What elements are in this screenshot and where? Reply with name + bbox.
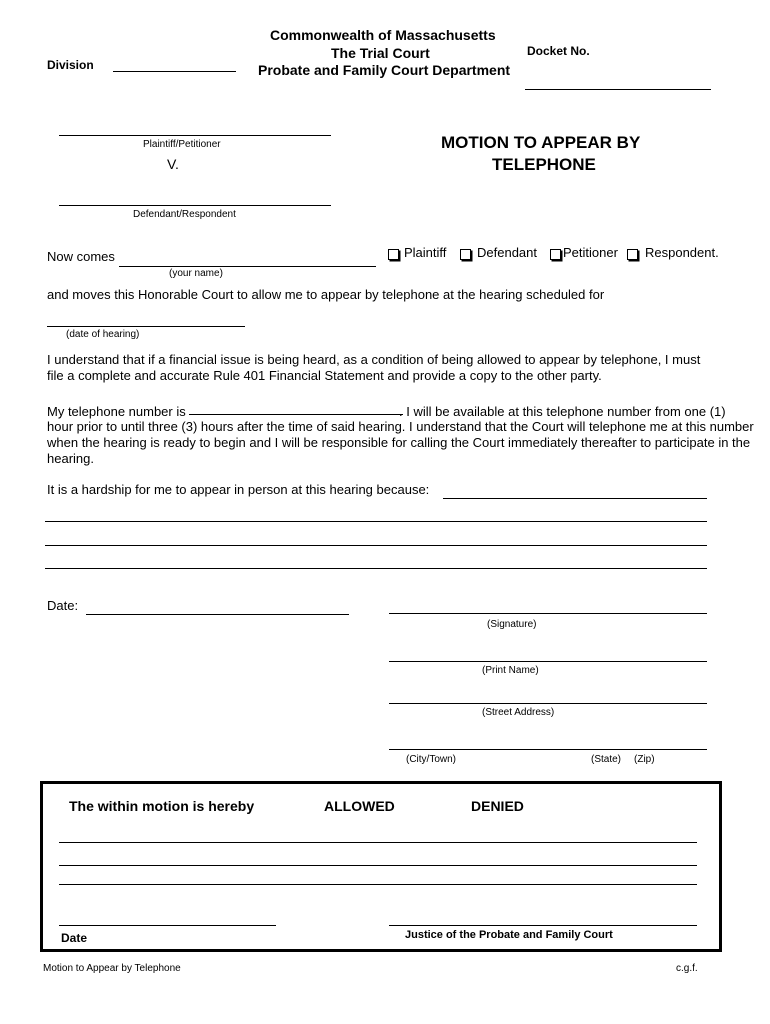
phone-paragraph <box>47 419 754 467</box>
docket-label: Docket No. <box>527 44 590 58</box>
date-field[interactable] <box>86 614 349 615</box>
print-name-hint: (Print Name) <box>482 665 539 676</box>
order-field-3[interactable] <box>59 884 697 885</box>
justice-signature-field[interactable] <box>389 925 697 926</box>
state-hint: (State) <box>591 754 622 765</box>
division-label: Division <box>47 58 94 72</box>
hardship-text: It is a hardship for me to appear in person at this hearing because: <box>47 482 430 497</box>
phone-suffix: . I will be available at this telephone number from one (1) <box>399 404 726 419</box>
respondent-checkbox[interactable] <box>627 249 638 260</box>
petitioner-option-label: Petitioner <box>563 245 618 260</box>
defendant-checkbox[interactable] <box>460 249 471 260</box>
phone-prefix: My telephone number is <box>47 404 186 419</box>
plaintiff-checkbox[interactable] <box>388 249 399 260</box>
docket-field[interactable] <box>525 89 711 90</box>
financial-line-1: I understand that if a financial issue is being heard, as a condition of being allowed to appear by telephone, I must <box>47 352 701 367</box>
defendant-label: Defendant/Respondent <box>133 209 236 220</box>
header-line1: Commonwealth of Massachusetts <box>270 27 496 43</box>
hardship-field-2[interactable] <box>45 521 707 522</box>
phone-line-2: hour prior to until three (3) hours after the time of said hearing. I understand that the Court will telephone me at this number <box>47 419 754 434</box>
header-line3: Probate and Family Court Department <box>258 62 511 78</box>
your-name-field[interactable] <box>119 266 376 267</box>
footer-initials: c.g.f. <box>676 963 698 974</box>
order-date-label: Date <box>61 931 88 945</box>
date-of-hearing-hint: (date of hearing) <box>66 329 140 340</box>
justice-label: Justice of the Probate and Family Court <box>405 929 613 941</box>
financial-paragraph <box>47 352 700 384</box>
respondent-option-label: Respondent. <box>645 245 719 260</box>
your-name-hint: (your name) <box>169 268 223 279</box>
plaintiff-label: Plaintiff/Petitioner <box>143 139 221 150</box>
telephone-field[interactable] <box>189 414 403 415</box>
financial-line-2: file a complete and accurate Rule 401 Financial Statement and provide a copy to the other party. <box>47 368 602 383</box>
hardship-field-3[interactable] <box>45 545 707 546</box>
denied-option[interactable]: DENIED <box>471 798 524 814</box>
defendant-field[interactable] <box>59 205 331 206</box>
versus-text: V. <box>167 156 179 172</box>
header-line2: The Trial Court <box>331 45 430 61</box>
moves-text: and moves this Honorable Court to allow me to appear by telephone at the hearing scheduled for <box>47 287 605 302</box>
date-of-hearing-field[interactable] <box>47 326 245 327</box>
hardship-field-4[interactable] <box>45 568 707 569</box>
street-address-field[interactable] <box>389 703 707 704</box>
street-address-hint: (Street Address) <box>482 707 555 718</box>
signature-hint: (Signature) <box>487 619 537 630</box>
phone-line-3: when the hearing is ready to begin and I will be responsible for calling the Court immediately thereafter to participate in the <box>47 435 751 450</box>
allowed-option[interactable]: ALLOWED <box>324 798 395 814</box>
order-date-field[interactable] <box>59 925 276 926</box>
phone-line-4: hearing. <box>47 451 94 466</box>
print-name-field[interactable] <box>389 661 707 662</box>
defendant-option-label: Defendant <box>477 245 537 260</box>
division-field[interactable] <box>113 71 236 72</box>
city-state-zip-field[interactable] <box>389 749 707 750</box>
plaintiff-option-label: Plaintiff <box>404 245 447 260</box>
zip-hint: (Zip) <box>634 754 655 765</box>
petitioner-checkbox[interactable] <box>550 249 561 260</box>
form-title-line1: MOTION TO APPEAR BY <box>441 133 641 152</box>
date-label: Date: <box>47 598 79 613</box>
signature-field[interactable] <box>389 613 707 614</box>
now-comes-label: Now comes <box>47 249 115 264</box>
hardship-field-1[interactable] <box>443 498 707 499</box>
footer-form-name: Motion to Appear by Telephone <box>43 963 181 974</box>
motion-text: The within motion is hereby <box>69 798 255 814</box>
plaintiff-field[interactable] <box>59 135 331 136</box>
order-field-1[interactable] <box>59 842 697 843</box>
city-hint: (City/Town) <box>406 754 457 765</box>
order-field-2[interactable] <box>59 865 697 866</box>
form-title-line2: TELEPHONE <box>492 155 596 174</box>
